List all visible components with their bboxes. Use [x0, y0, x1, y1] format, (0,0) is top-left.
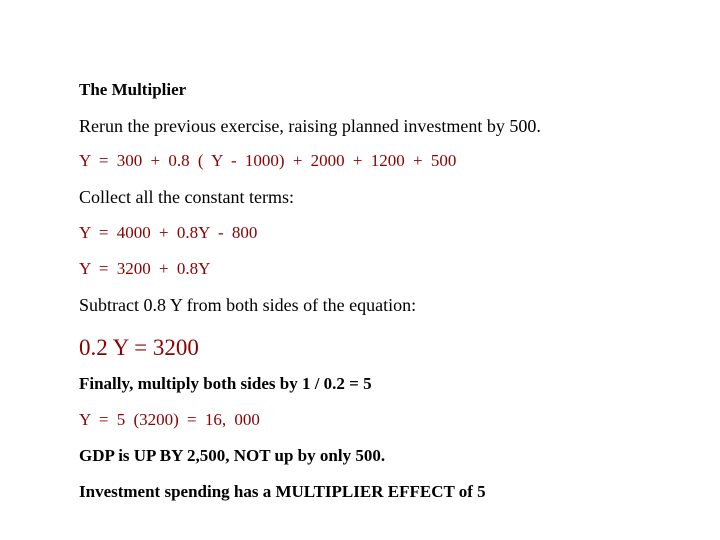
instruction-collect: Collect all the constant terms:	[79, 187, 294, 207]
intro-text: Rerun the previous exercise, raising planned investment by 500.	[79, 116, 541, 136]
equation-collected: Y = 4000 + 0.8Y - 800	[79, 223, 258, 242]
equation-reduced: 0.2 Y = 3200	[79, 335, 199, 360]
equation-result: Y = 5 (3200) = 16, 000	[79, 410, 260, 429]
multiplier-conclusion: Investment spending has a MULTIPLIER EFFECT of 5	[79, 482, 486, 501]
instruction-multiply: Finally, multiply both sides by 1 / 0.2 = 5	[79, 374, 372, 393]
instruction-subtract: Subtract 0.8 Y from both sides of the equation:	[79, 295, 417, 315]
slide-title: The Multiplier	[79, 80, 187, 99]
gdp-conclusion: GDP is UP BY 2,500, NOT up by only 500.	[79, 446, 386, 465]
equation-initial: Y = 300 + 0.8 ( Y - 1000) + 2000 + 1200 + 500	[79, 151, 457, 170]
equation-simplified: Y = 3200 + 0.8Y	[79, 259, 211, 278]
